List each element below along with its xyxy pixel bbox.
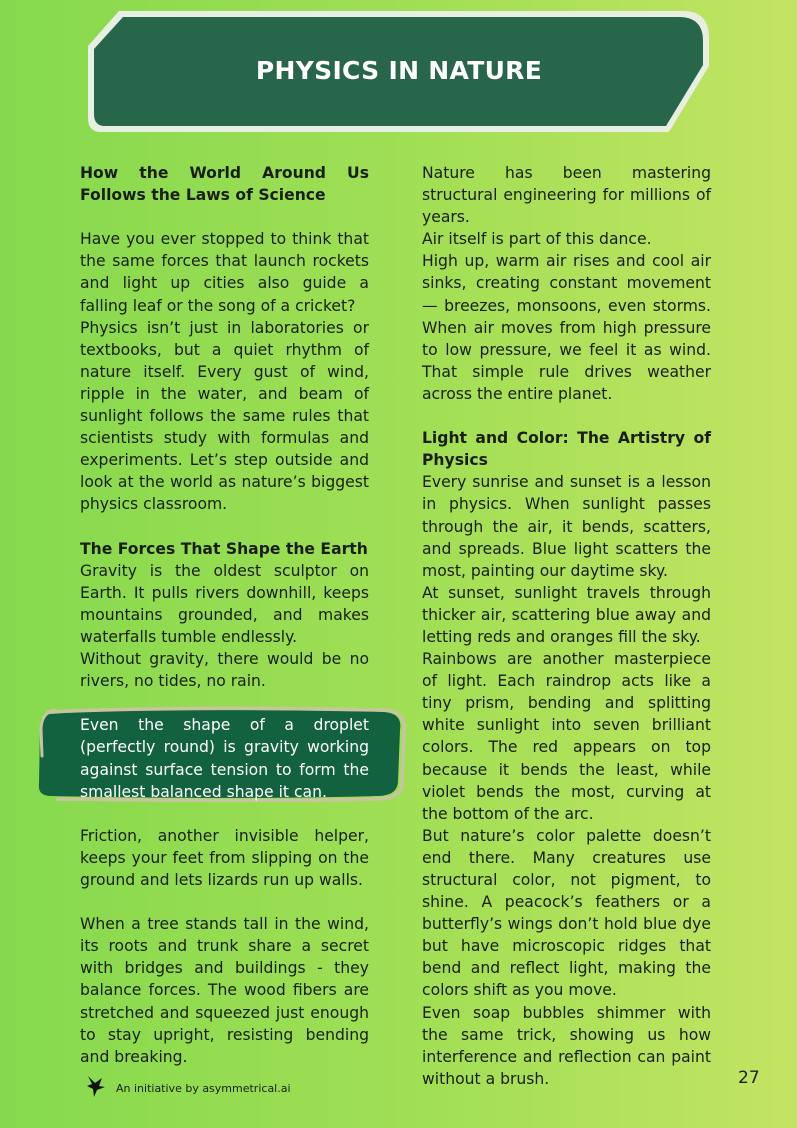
paragraph: Gravity is the oldest sculptor on Earth. It pulls rivers downhill, keeps mountains grounded, and makes waterfalls tumble endlessly. <box>80 561 369 646</box>
section-heading-intro: How the World Around Us Follows the Laws of Science <box>80 164 369 205</box>
paragraph: Every sunrise and sunset is a lesson in physics. When sunlight passes through the air, it bends, scatters, and spreads. Blue light scatters the most, painting our daytime sky. <box>422 473 711 580</box>
footer <box>86 1074 291 1102</box>
highlight-text: Even the shape of a droplet (perfectly round) is gravity working against surface tension to form the smallest balanced shape it can. <box>80 716 369 801</box>
paragraph: Have you ever stopped to think that the same forces that launch rockets and light up cities also guide a falling leaf or the song of a cricket? <box>80 230 369 315</box>
section-heading-light: Light and Color: The Artistry of Physics <box>422 429 711 470</box>
footer-credit: An initiative by asymmetrical.ai <box>116 1081 291 1095</box>
paragraph: When a tree stands tall in the wind, its roots and trunk share a secret with bridges and buildings - they balance forces. The wood fibers are stretched and squeezed just enough to stay upright, resisting bending and breaking. <box>80 915 369 1066</box>
right-column <box>422 162 711 1090</box>
paragraph: High up, warm air rises and cool air sinks, creating constant movement — breezes, monsoons, even storms. When air moves from high pressure to low pressure, we feel it as wind. That simple rule drives weather across the entire planet. <box>422 252 711 403</box>
paragraph: Nature has been mastering structural engineering for millions of years. <box>422 164 711 227</box>
paragraph: Even soap bubbles shimmer with the same trick, showing us how interference and reflection can paint without a brush. <box>422 1003 711 1088</box>
bird-logo-icon <box>86 1074 106 1102</box>
section-heading-forces: The Forces That Shape the Earth <box>80 539 368 558</box>
highlight-callout <box>80 714 369 802</box>
left-column <box>80 162 369 1068</box>
paragraph: Air itself is part of this dance. <box>422 230 652 249</box>
paragraph: Rainbows are another masterpiece of light. Each raindrop acts like a tiny prism, bending and splitting white sunlight into seven brilliant colors. The red appears on top because it bends the least, while violet bends the most, curving at the bottom of the arc. <box>422 650 711 823</box>
paragraph: But nature’s color palette doesn’t end there. Many creatures use structural color, not pigment, to shine. A peacock’s feathers or a butterfly’s wings don’t hold blue dye but have microscopic ridges that bend and reflect light, making the colors shift as you move. <box>422 826 711 1000</box>
paragraph: Friction, another invisible helper, keeps your feet from slipping on the ground and lets lizards run up walls. <box>80 826 369 889</box>
paragraph: Physics isn’t just in laboratories or textbooks, but a quiet rhythm of nature itself. Every gust of wind, ripple in the water, and beam of sunlight follows the same rules that scientists study with formulas and experiments. Let’s step outside and look at the world as nature’s biggest physics classroom. <box>80 318 369 514</box>
paragraph: At sunset, sunlight travels through thicker air, scattering blue away and letting reds and oranges fill the sky. <box>422 583 711 646</box>
paragraph: Without gravity, there would be no rivers, no tides, no rain. <box>80 650 369 691</box>
page-title: PHYSICS IN NATURE <box>255 55 543 85</box>
title-banner <box>85 8 713 138</box>
page-number: 27 <box>738 1068 760 1088</box>
